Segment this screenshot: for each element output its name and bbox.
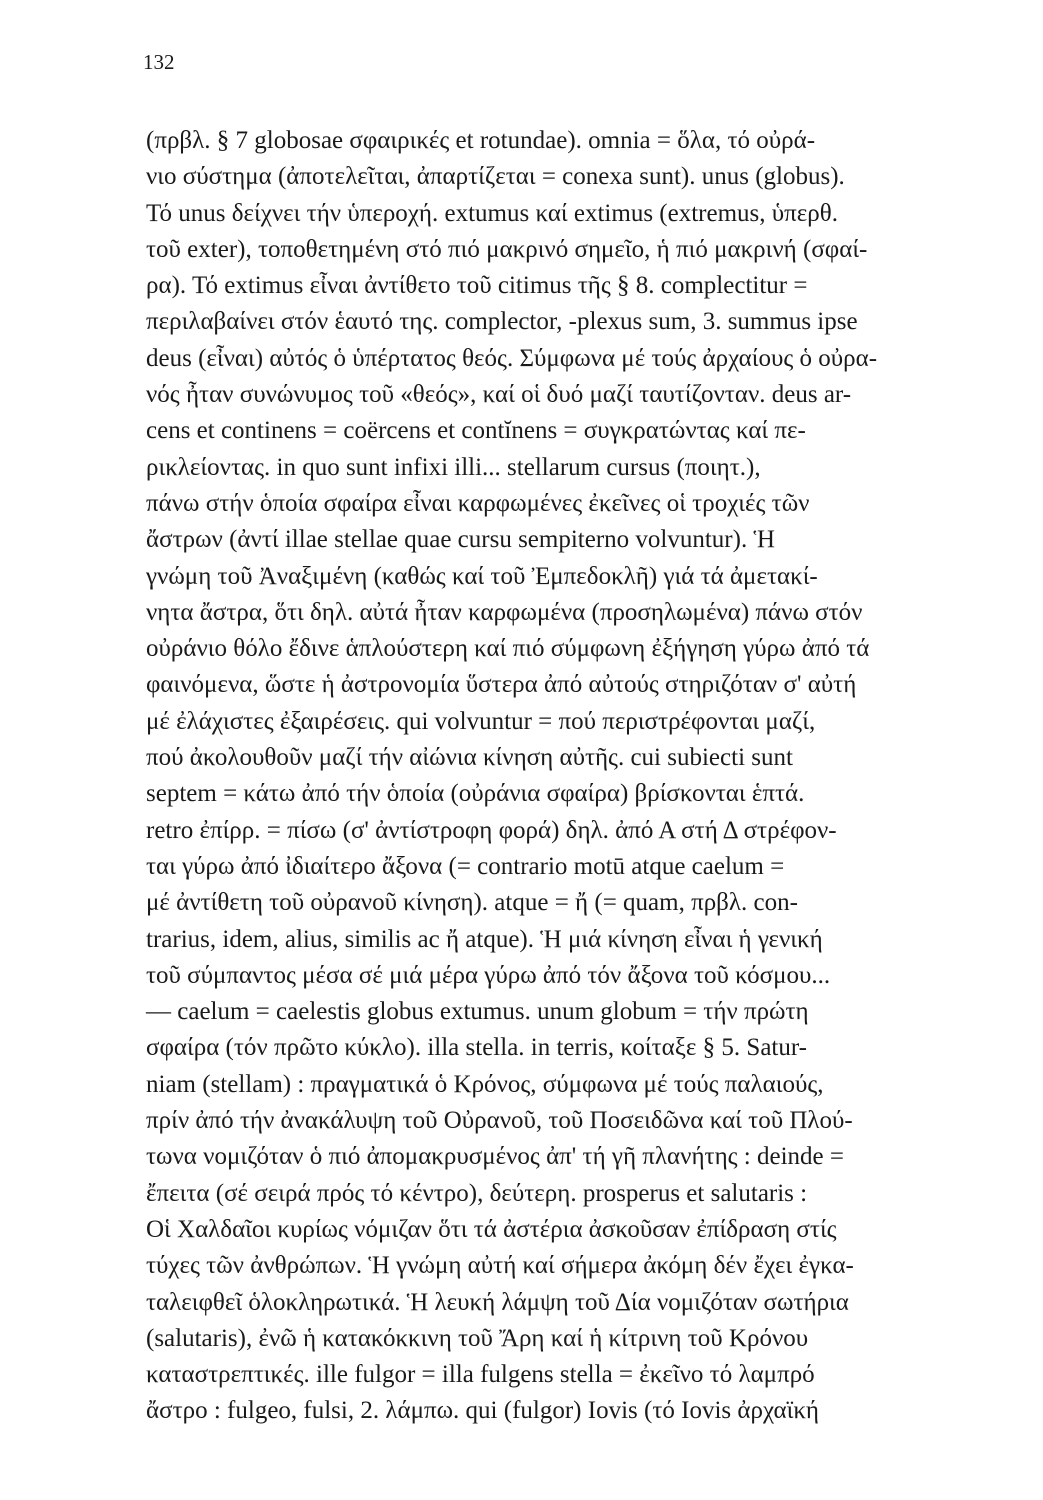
text-line: μέ ἀντίθετη τοῦ οὐρανοῦ κίνηση). atque = ἤ (= quam, πρβλ. con- [146, 889, 798, 917]
text-line: ρικλείοντας. in quo sunt infixi illi... stellarum cursus (ποιητ.), [146, 453, 761, 481]
text-line: trarius, idem, alius, similis ac ἤ atque). Ἡ μιά κίνηση εἶναι ἡ γενική [146, 925, 823, 953]
text-line: τωνα νομιζόταν ὁ πιό ἀπομακρυσμένος ἀπ' τή γῆ πλανήτης : deinde = [146, 1143, 844, 1171]
text-line: Οἱ Χαλδαῖοι κυρίως νόμιζαν ὅτι τά ἀστέρια ἀσκοῦσαν ἐπίδραση στίς [146, 1215, 837, 1243]
text-line: πάνω στήν ὁποία σφαίρα εἶναι καρφωμένες ἐκεῖνες οἱ τροχιές τῶν [146, 489, 810, 517]
text-line: τοῦ σύμπαντος μέσα σέ μιά μέρα γύρω ἀπό τόν ἄξονα τοῦ κόσμου... [146, 961, 831, 989]
text-line: (πρβλ. § 7 globosae σφαιρικές et rotundae). omnia = ὅλα, τό οὐρά- [146, 127, 816, 154]
text-line: περιλαβαίνει στόν ἑαυτό της. complector, -plexus sum, 3. summus ipse [146, 308, 858, 336]
commentary-text [146, 123, 1026, 1430]
text-line: νητα ἄστρα, ὅτι δηλ. αὐτά ἦταν καρφωμένα (προσηλωμένα) πάνω στόν [146, 598, 863, 626]
text-line: cens et continens = coërcens et contĭnens = συγκρατώντας καί πε- [146, 417, 806, 445]
text-line: νιο σύστημα (ἀποτελεῖται, ἀπαρτίζεται = conexa sunt). unus (globus). [146, 163, 845, 191]
text-line: σφαίρα (τόν πρῶτο κύκλο). illa stella. in terris, κοίταξε § 5. Satur- [146, 1034, 808, 1062]
text-line: τοῦ exter), τοποθετημένη στό πιό μακρινό σημεῖο, ἡ πιό μακρινή (σφαί- [146, 235, 868, 263]
text-line: — caelum = caelestis globus extumus. unum globum = τήν πρώτη [146, 998, 809, 1026]
text-line: retro ἐπίρρ. = πίσω (σ' ἀντίστροφη φορά) δηλ. ἀπό Α στή Δ στρέφον- [146, 816, 837, 844]
text-line: (salutaris), ἐνῶ ἡ κατακόκκινη τοῦ Ἄρη καί ἡ κίτρινη τοῦ Κρόνου [146, 1324, 809, 1352]
text-line: νός ἦταν συνώνυμος τοῦ «θεός», καί οἱ δυό μαζί ταυτίζονταν. deus ar- [146, 381, 852, 409]
page-number: 132 [143, 50, 175, 74]
text-line: καταστρεπτικές. ille fulgor = illa fulgens stella = ἐκεῖνο τό λαμπρό [146, 1361, 815, 1389]
text-line: οὐράνιο θόλο ἔδινε ἁπλούστερη καί πιό σύμφωνη ἐξήγηση γύρω ἀπό τά [146, 635, 870, 663]
text-line: ἔπειτα (σέ σειρά πρός τό κέντρο), δεύτερη. prosperus et salutaris : [146, 1179, 808, 1207]
text-line: ταλειφθεῖ ὁλοκληρωτικά. Ἡ λευκή λάμψη τοῦ Δία νομιζόταν σωτήρια [146, 1288, 849, 1316]
text-line: πού ἀκολουθοῦν μαζί τήν αἰώνια κίνηση αὐτῆς. cui subiecti sunt [146, 744, 793, 772]
text-line: deus (εἶναι) αὐτός ὁ ὑπέρτατος θεός. Σύμφωνα μέ τούς ἀρχαίους ὁ οὐρα- [146, 344, 878, 372]
text-line: ἄστρο : fulgeo, fulsi, 2. λάμπω. qui (fulgor) Iovis (τό Iovis ἀρχαϊκή [146, 1397, 819, 1425]
text-line: septem = κάτω ἀπό τήν ὁποία (οὐράνια σφαίρα) βρίσκονται ἑπτά. [146, 780, 805, 808]
text-line: μέ ἐλάχιστες ἐξαιρέσεις. qui volvuntur = πού περιστρέφονται μαζί, [146, 707, 816, 735]
text-line: niam (stellam) : πραγματικά ὁ Κρόνος, σύμφωνα μέ τούς παλαιούς, [146, 1070, 824, 1098]
text-line: τύχες τῶν ἀνθρώπων. Ἡ γνώμη αὐτή καί σήμερα ἀκόμη δέν ἔχει ἐγκα- [146, 1252, 854, 1280]
text-line: Τό unus δείχνει τήν ὑπεροχή. extumus καί extimus (extremus, ὑπερθ. [146, 199, 838, 227]
text-line: ἄστρων (ἀντί illae stellae quae cursu sempiterno volvuntur). Ἡ [146, 526, 775, 554]
text-line: ρα). Τό extimus εἶναι ἀντίθετο τοῦ citimus τῆς § 8. complectitur = [146, 272, 808, 300]
text-line: ται γύρω ἀπό ἰδιαίτερο ἄξονα (= contrario motū atque caelum = [146, 852, 785, 880]
text-line: πρίν ἀπό τήν ἀνακάλυψη τοῦ Οὐρανοῦ, τοῦ Ποσειδῶνα καί τοῦ Πλού- [146, 1107, 853, 1135]
text-line: φαινόμενα, ὥστε ἡ ἀστρονομία ὕστερα ἀπό αὐτούς στηριζόταν σ' αὐτή [146, 671, 857, 699]
text-line: γνώμη τοῦ Ἀναξιμένη (καθώς καί τοῦ Ἐμπεδοκλῆ) γιά τά ἀμετακί- [146, 562, 818, 590]
